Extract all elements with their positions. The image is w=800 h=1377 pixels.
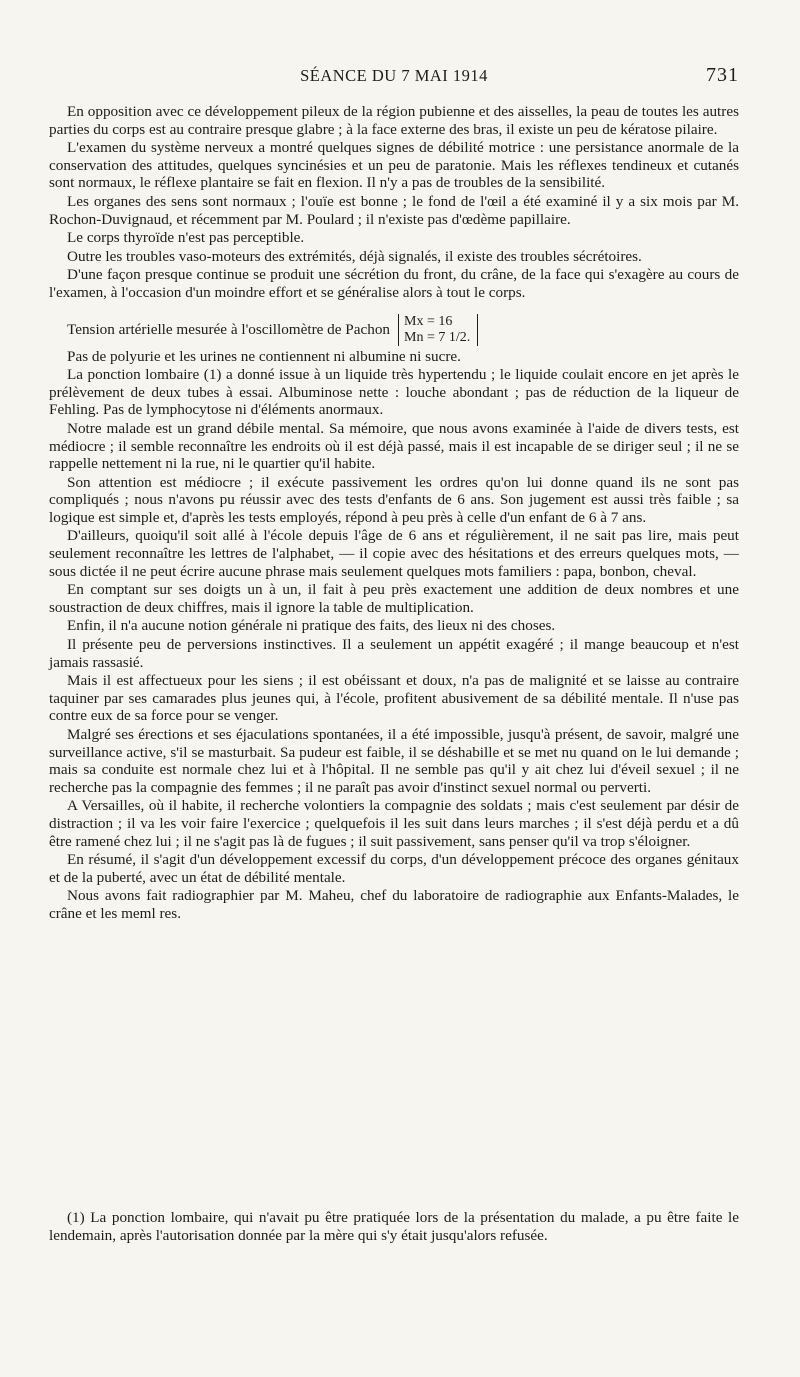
- paragraph: Pas de polyurie et les urines ne contiennent ni albumine ni sucre.: [67, 347, 461, 365]
- paragraph: Mais il est affectueux pour les siens ; il est obéissant et doux, n'a pas de malignité et se laisse au contraire taquiner par ses camarades plus jeunes qui, à l'école, profitent abusivement de sa débilité mentale. Il n'use pas contre eux de sa force pour se venger.: [49, 672, 739, 725]
- paragraph: En comptant sur ses doigts un à un, il fait à peu près exactement une addition de deux nombres et une soustraction de deux chiffres, mais il ignore la table de multiplication.: [49, 581, 739, 616]
- paragraph: Le corps thyroïde n'est pas perceptible.: [67, 229, 305, 247]
- paragraph: Il présente peu de perversions instinctives. Il a seulement un appétit exagéré ; il mange beaucoup et n'est jamais rassasié.: [49, 636, 739, 671]
- paragraph: Les organes des sens sont normaux ; l'ouïe est bonne ; le fond de l'œil a été examiné il y a six mois par M. Rochon-Duvignaud, et récemment par M. Poulard ; il n'existe pas d'œdème papillaire.: [49, 192, 739, 228]
- running-title: SÉANCE DU 7 MAI 1914: [300, 66, 488, 85]
- paragraph: En résumé, il s'agit d'un développement excessif du corps, d'un développement précoce des organes génitaux et de la puberté, avec un état de débilité mentale.: [49, 851, 739, 886]
- tension-mn: Mn = 7 1/2.: [404, 329, 471, 345]
- paragraph: D'une façon presque continue se produit une sécrétion du front, du crâne, de la face qui s'exagère au cours de l'examen, à l'occasion d'un moindre effort et se généralise alors à tout le corps.: [49, 266, 739, 301]
- tension-line: [49, 314, 739, 346]
- tension-mx: Mx = 16: [404, 313, 453, 329]
- paragraph: Nous avons fait radiographier par M. Maheu, chef du laboratoire de radiographie aux Enfants-Malades, le crâne et les meml res.: [49, 887, 739, 922]
- paragraph: La ponction lombaire (1) a donné issue à un liquide très hypertendu ; le liquide coulait encore en jet après le prélèvement de deux tubes à essai. Albuminose nette : louche abondant ; pas de réduction de la liqueur de Fehling. Pas de lymphocytose ni d'éléments anormaux.: [49, 366, 739, 419]
- paragraph: Notre malade est un grand débile mental. Sa mémoire, que nous avons examinée à l'aide de divers tests, est médiocre ; il semble reconnaître les endroits où il est déjà passé, mais il est incapable de se diriger seul ; il ne se rappelle nettement ni la rue, ni le quartier qu'il habite.: [49, 419, 739, 473]
- paragraph: Malgré ses érections et ses éjaculations spontanées, il a été impossible, jusqu'à présent, de savoir, malgré une surveillance active, s'il se masturbait. Sa pudeur est faible, il se déshabille et se met nu quand on le lui demande ; mais sa conduite est normale chez lui et à l'hôpital. Il ne semble pas qu'il y ait chez lui d'éveil sexuel ; il ne recherche pas la compagnie des femmes ; il ne paraît pas avoir d'instinct sexuel normal ou perverti.: [49, 726, 739, 796]
- footnote-text: (1) La ponction lombaire, qui n'avait pu être pratiquée lors de la présentation du malade, a pu être faite le lendemain, après l'autorisation donnée par la mère qui s'y était jusqu'alors refusée.: [49, 1209, 739, 1244]
- page-header: [49, 62, 739, 92]
- paragraph: Outre les troubles vaso-moteurs des extrémités, déjà signalés, il existe des troubles sécrétoires.: [67, 247, 642, 265]
- body-text: [49, 103, 739, 924]
- paragraph: En opposition avec ce développement pileux de la région pubienne et des aisselles, la peau de toutes les autres parties du corps est au contraire presque glabre ; à la face externe des bras, il existe un peu de kératose pilaire.: [49, 103, 739, 138]
- page-number: 731: [706, 64, 739, 86]
- tension-label: Tension artérielle mesurée à l'oscillomètre de Pachon: [67, 320, 391, 338]
- footnote: [49, 1209, 739, 1244]
- paragraph: Enfin, il n'a aucune notion générale ni pratique des faits, des lieux ni des choses.: [67, 617, 556, 635]
- paragraph: A Versailles, où il habite, il recherche volontiers la compagnie des soldats ; mais c'est seulement par désir de distraction ; il va les voir faire l'exercice ; quelquefois il les suit dans leurs marches ; il s'est déjà perdu et a dû être ramené chez lui ; il ne s'agit pas là de fugues ; il suit passivement, sans penser qu'il va trop s'éloigner.: [49, 797, 739, 850]
- paragraph: Son attention est médiocre ; il exécute passivement les ordres qu'on lui donne quand ils ne sont pas compliqués ; nous n'avons pu réussir avec des tests d'enfants de 6 ans. Son jugement est aussi très faible ; sa logique est simple et, d'après les tests employés, répond à peu près à celle d'un enfant de 6 à 7 ans.: [49, 473, 739, 526]
- paragraph: L'examen du système nerveux a montré quelques signes de débilité motrice : une persistance anormale de la conservation des attitudes, quelques syncinésies et un peu de paratonie. Mais les réflexes tendineux et cutanés sont normaux, le réflexe plantaire se fait en flexion. Il n'y a pas de troubles de la sensibilité.: [49, 139, 739, 192]
- paragraph: D'ailleurs, quoiqu'il soit allé à l'école depuis l'âge de 6 ans et régulièrement, il ne sait pas lire, mais peut seulement reconnaître les lettres de l'alphabet, — il copie avec des hésitations et des erreurs quelques mots, — sous dictée il ne peut écrire aucune phrase mais seulement quelques mots familiers : papa, bonbon, cheval.: [49, 527, 739, 580]
- tension-values: [398, 314, 478, 346]
